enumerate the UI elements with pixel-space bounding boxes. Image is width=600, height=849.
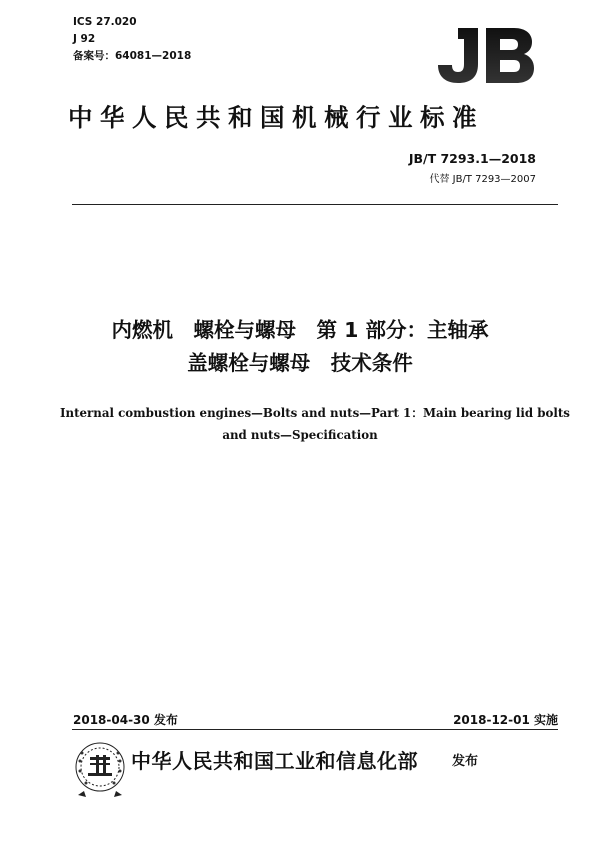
ministry-seal-icon — [72, 737, 128, 801]
classification-code: J 92 — [73, 33, 96, 45]
industry-standard-title: 中华人民共和国机械行业标准 — [68, 103, 484, 132]
title-english — [60, 402, 570, 446]
title-chinese — [60, 314, 540, 380]
divider-bottom — [72, 729, 558, 730]
title-en-line-2: and nuts—Specification — [222, 428, 378, 442]
issue-date: 2018-04-30 发布 — [73, 713, 178, 727]
jb-logo — [438, 26, 534, 84]
standard-code: JB/T 7293.1—2018 — [408, 151, 536, 166]
filing-number: 备案号：64081—2018 — [73, 50, 192, 62]
issuing-authority: 中华人民共和国工业和信息化部 — [131, 749, 418, 773]
supersedes-note: 代替 JB/T 7293—2007 — [429, 174, 536, 185]
title-cn-line-2: 盖螺栓与螺母 技术条件 — [187, 351, 413, 375]
title-cn-line-1: 内燃机 螺栓与螺母 第 1 部分：主轴承 — [111, 318, 489, 342]
issuing-label: 发布 — [452, 754, 479, 769]
title-en-line-1: Internal combustion engines—Bolts and nuts—Part 1：Main bearing lid bolts — [60, 406, 570, 420]
implementation-date: 2018-12-01 实施 — [453, 713, 558, 727]
ics-code: ICS 27.020 — [73, 16, 137, 28]
divider-top — [72, 204, 558, 205]
